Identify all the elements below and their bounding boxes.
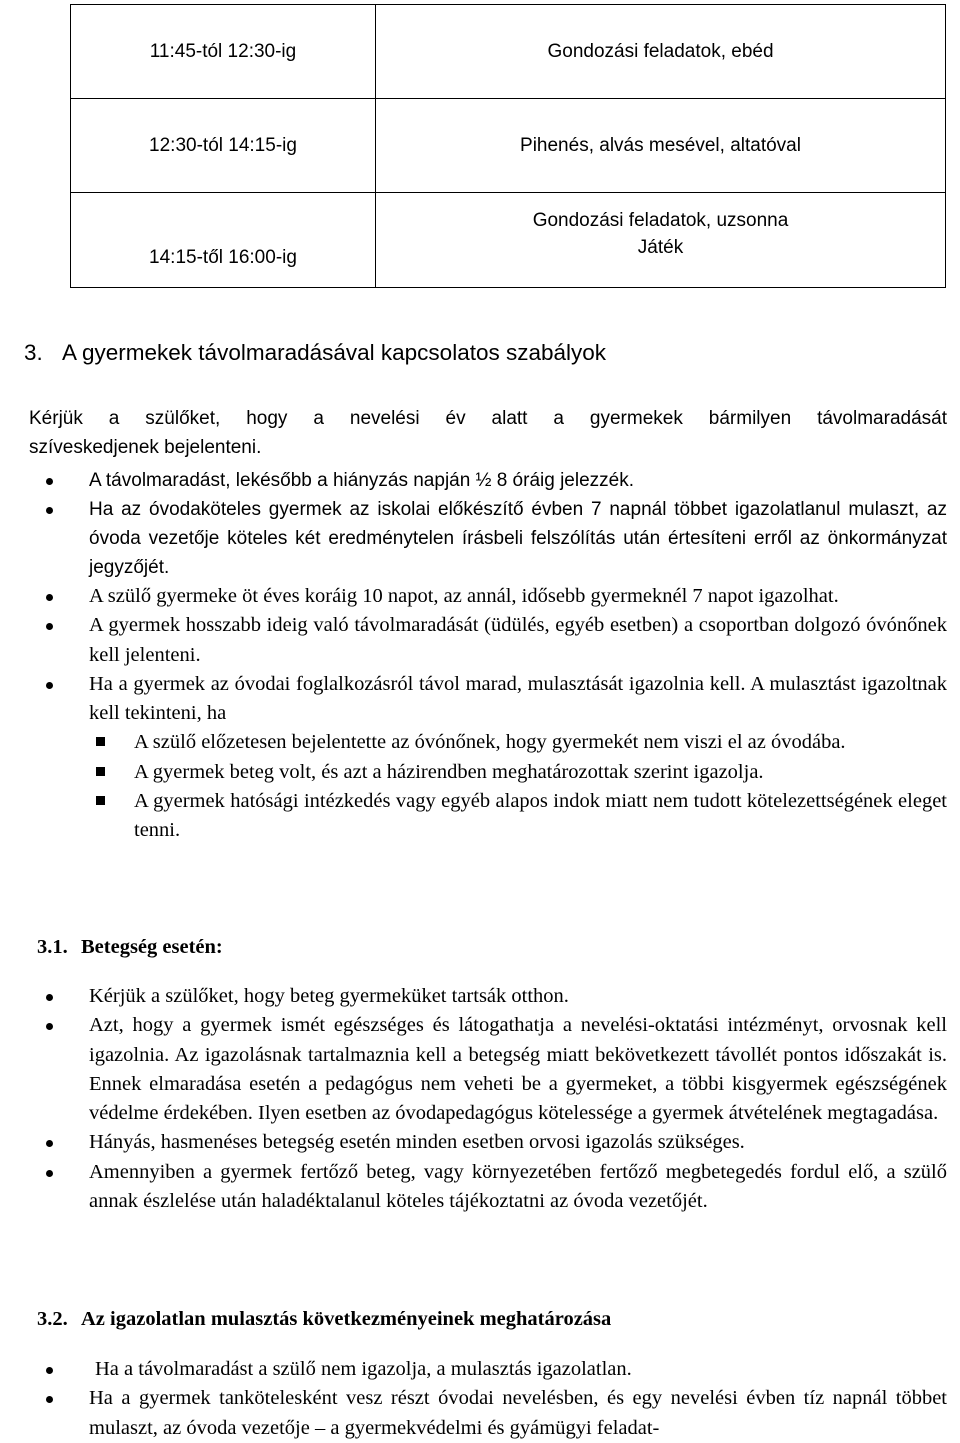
bullet-dot-icon: [46, 478, 53, 485]
daily-schedule-table: [70, 4, 946, 288]
schedule-activity-cell: [376, 193, 946, 288]
schedule-time-cell: 12:30-tól 14:15-ig: [71, 99, 376, 193]
section-3-intro: [29, 404, 947, 462]
table-row: [71, 5, 946, 99]
square-bullet-icon: [96, 796, 105, 805]
square-bullet-icon: [96, 737, 105, 746]
list-item-text: Amennyiben a gyermek fertőző beteg, vagy környezetében fertőző megbetegedés fordul elő, a szülő annak észlelése után haladéktalanul köteles tájékoztatni az óvoda vezetőjét.: [89, 1160, 947, 1213]
list-item: [89, 495, 947, 582]
section-3-2-heading: [37, 1304, 611, 1334]
list-item: [134, 758, 947, 787]
bullet-dot-icon: [46, 623, 53, 630]
section-number: 3.1.: [37, 936, 68, 958]
schedule-activity-cell: [376, 99, 946, 193]
list-item-text: A gyermek hosszabb ideig való távolmaradását (üdülés, egyéb esetben) a csoportban dolgozó óvónőnek kell jelenteni.: [89, 614, 947, 666]
list-item-text: A szülő gyermeke öt éves koráig 10 napot, az annál, idősebb gyermeknél 7 napot igazolhat.: [89, 585, 839, 607]
section-title: Betegség esetén:: [81, 936, 223, 958]
bullet-dot-icon: [46, 1023, 53, 1030]
list-item-text: A távolmaradást, lekésőbb a hiányzás napján ½ 8 óráig jelezzék.: [89, 470, 634, 491]
bullet-dot-icon: [46, 1170, 53, 1177]
list-item-text: Ha az óvodaköteles gyermek az iskolai előkészítő évben 7 napnál többet igazolatlanul mulaszt, az óvoda vezetője köteles két eredménytelen írásbeli felszólítás után értesíteni erről az önkormányzat jegyzőjét.: [89, 499, 947, 578]
table-row: [71, 99, 946, 193]
list-item: [89, 1158, 947, 1217]
bullet-dot-icon: [46, 1367, 53, 1374]
bullet-dot-icon: [46, 1396, 53, 1403]
section-number: 3.2.: [37, 1308, 68, 1330]
list-item: [89, 1128, 947, 1157]
list-item-text: Ha a távolmaradást a szülő nem igazolja, a mulasztás igazolatlan.: [95, 1358, 632, 1380]
illness-rules-list: [89, 982, 947, 1216]
activity-line: Gondozási feladatok, ebéd: [547, 41, 774, 62]
bullet-dot-icon: [46, 507, 53, 514]
intro-line: szíveskedjenek bejelenteni.: [29, 437, 262, 458]
list-item: [89, 582, 947, 611]
bullet-dot-icon: [46, 594, 53, 601]
section-3-heading: [24, 338, 606, 368]
activity-line: Gondozási feladatok, uzsonna: [532, 210, 789, 231]
list-item: [89, 1355, 947, 1384]
absence-rules-list: [89, 466, 947, 846]
list-item: [89, 1011, 947, 1128]
list-item-text: A gyermek hatósági intézkedés vagy egyéb alapos indok miatt nem tudott kötelezettségének eleget tenni.: [134, 790, 947, 842]
list-item: [89, 670, 947, 846]
unjustified-absence-list: [89, 1355, 947, 1443]
schedule-time-cell: 14:15-től 16:00-ig: [71, 193, 376, 288]
list-item: [89, 466, 947, 495]
list-item-text: Kérjük a szülőket, hogy beteg gyermeküket tartsák otthon.: [89, 985, 569, 1007]
bullet-dot-icon: [46, 1140, 53, 1147]
section-3-1-heading: [37, 932, 223, 962]
section-number: 3.: [24, 340, 43, 365]
square-bullet-icon: [96, 767, 105, 776]
list-item-text: Ha a gyermek az óvodai foglalkozásról távol marad, mulasztását igazolnia kell. A mulasztást igazoltnak kell tekinteni, ha: [89, 672, 947, 725]
intro-line: Kérjük a szülőket, hogy a nevelési év alatt a gyermekek bármilyen távolmaradását: [29, 408, 947, 429]
list-item-text: Azt, hogy a gyermek ismét egészséges és látogathatja a nevelési-oktatási intézményt, orvosnak kell igazolnia. Az igazolásnak tartalmaznia kell a betegség miatt bekövetkezett távollét pontos időszakát is. Ennek elmaradása esetén a pedagógus nem veheti be a gyermeket, a többi kisgyermek egészségének védelme érdekében. Ilyen esetben az óvodapedagógus kötelessége a gyermek átvételének megtagadása.: [89, 1014, 947, 1125]
schedule-time-cell: 11:45-tól 12:30-ig: [71, 5, 376, 99]
table-row: [71, 193, 946, 288]
list-item: [89, 982, 947, 1011]
list-item-text: A szülő előzetesen bejelentette az óvónőnek, hogy gyermekét nem viszi el az óvodába.: [134, 731, 846, 754]
list-item-text: Hányás, hasmenéses betegség esetén minden esetben orvosi igazolás szükséges.: [89, 1131, 745, 1154]
bullet-dot-icon: [46, 682, 53, 689]
activity-line: Játék: [637, 237, 684, 258]
list-item: [134, 728, 947, 757]
section-title: A gyermekek távolmaradásával kapcsolatos szabályok: [62, 340, 607, 365]
activity-line: Pihenés, alvás mesével, altatóval: [520, 135, 801, 156]
list-item: [89, 1384, 947, 1443]
list-item: [89, 611, 947, 670]
list-item-text: Ha a gyermek tankötelesként vesz részt óvodai nevelésben, és egy nevelési évben tíz napnál többet mulaszt, az óvoda vezetője – a gyermekvédelmi és gyámügyi feladat-: [89, 1387, 947, 1439]
bullet-dot-icon: [46, 994, 53, 1001]
justified-absence-conditions: [134, 728, 947, 845]
list-item-text: A gyermek beteg volt, és azt a házirendben meghatározottak szerint igazolja.: [134, 760, 764, 783]
list-item: [134, 787, 947, 846]
section-title: Az igazolatlan mulasztás következményeinek meghatározása: [81, 1308, 612, 1330]
schedule-activity-cell: [376, 5, 946, 99]
